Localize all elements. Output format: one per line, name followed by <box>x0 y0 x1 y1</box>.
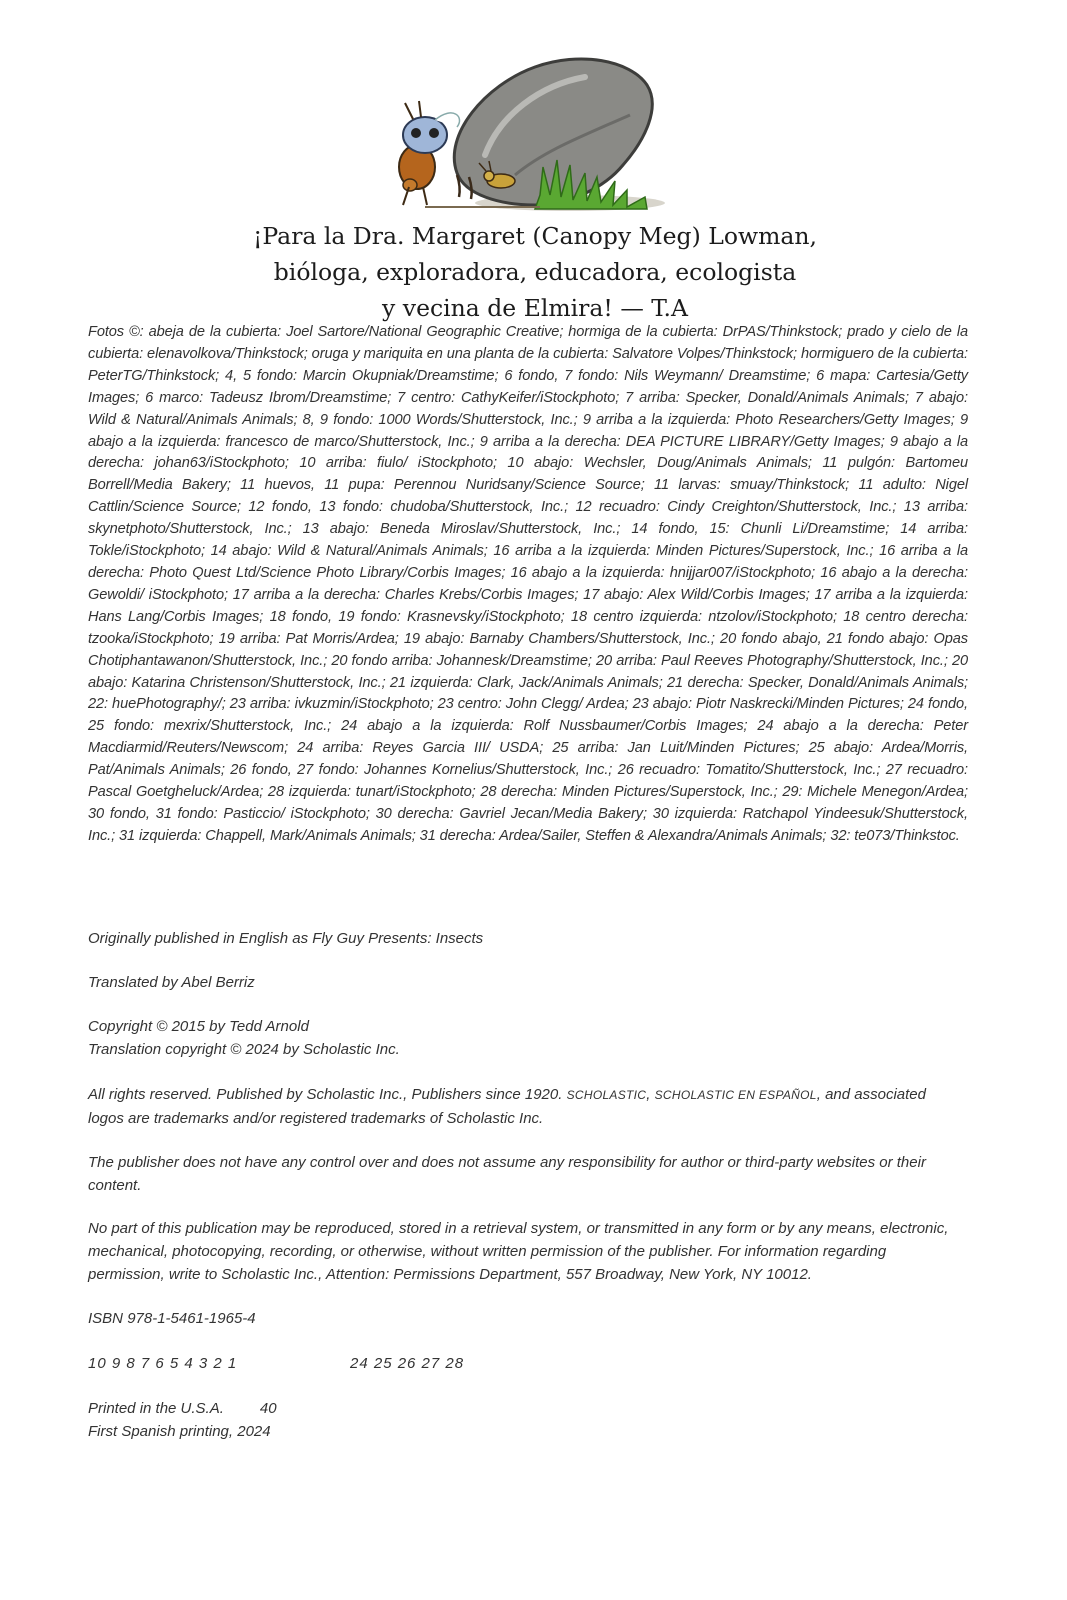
isbn-number: 978-1-5461-1965-4 <box>127 1310 256 1327</box>
print-line-years: 24 25 26 27 28 <box>350 1355 465 1372</box>
rights-text-2: , and associated logos are trademarks and/or registered trademarks of Scholastic Inc. <box>88 1086 926 1127</box>
brand-scholastic: SCHOLASTIC <box>566 1088 647 1102</box>
dedication-line-1: ¡Para la Dra. Margaret (Canopy Meg) Lowman, <box>252 222 817 250</box>
printing-info <box>88 1397 277 1443</box>
brand-separator: , <box>646 1086 655 1103</box>
rights-reserved <box>88 1083 958 1130</box>
photo-credits: Fotos ©: abeja de la cubierta: Joel Sartore/National Geographic Creative; hormiga de la cubierta: DrPAS/Thinkstock; prado y cielo de la cubierta: elenavolkova/Thinkstock; oruga y mariquita en una planta de la cubierta: Salvatore Volpes/Thinkstock; hormiguero de la cubierta: PeterTG/Thinkstock; 4, 5 fondo: Marcin Okupniak/Dreamstime; 6 fondo, 7 fondo: Nils Weymann/ Dreamstime; 6 mapa: Cartesia/Getty Images; 6 marco: Tadeusz Ibrom/Dreamstime; 7 centro: CathyKeifer/iStockphoto; 7 arriba: Specker, Donald/Animals Animals; 7 abajo: Wild & Natural/Animals Animals; 8, 9 fondo: 1000 Words/Shutterstock, Inc.; 9 arriba a la izquierda: Photo Researchers/Getty Images; 9 abajo a la izquierda: francesco de marco/Shutterstock, Inc.; 9 arriba a la derecha: DEA PICTURE LIBRARY/Getty Images; 9 abajo a la derecha: johan63/iStockphoto; 10 arriba: fiulo/ iStockphoto; 10 abajo: Wechsler, Doug/Animals Animals; 11 pulgón: Bartomeu Borrell/Media Bakery; 11 huevos, 11 pupa: Perennou Nuridsany/Science Source; 11 larvas: smuay/Thinkstock; 11 adulto: Nigel Cattlin/Science Source; 12 fondo, 13 fondo: chudoba/Shutterstock, Inc.; 12 recuadro: Cindy Creighton/Shutterstock, Inc.; 13 arriba: skynetphoto/Shutterstock, Inc.; 13 abajo: Beneda Miroslav/Shutterstock, Inc.; 14 fondo, 15: Chunli Li/Dreamstime; 14 arriba: Tokle/iStockphoto; 14 abajo: Wild & Natural/Animals Animals; 16 arriba a la izquierda: Minden Pictures/Superstock, Inc.; 16 arriba a la derecha: Photo Quest Ltd/Science Photo Library/Corbis Images; 16 abajo a la izquierda: hnijjar007/iStockphoto; 16 abajo a la derecha: Gewoldi/ iStockphoto; 17 arriba a la derecha: Charles Krebs/Corbis Images; 17 abajo: Alex Wild/Corbis Images; 17 arriba a la izquierda: Hans Lang/Corbis Images; 18 fondo, 19 fondo: Krasnevsky/iStockphoto; 18 centro izquierda: ntzolov/iStockphoto; 18 centro derecha: tzooka/iStockphoto; 19 arriba: Pat Morris/Ardea; 19 abajo: Barnaby Chambers/Shutterstock, Inc.; 20 fondo abajo, 21 fondo abajo: Opas Chotiphantawanon/Shutterstock, Inc.; 20 fondo arriba: Johannesk/Dreamstime; 20 arriba: Paul Reeves Photography/Shutterstock, Inc.; 20 abajo: Katarina Christenson/Shutterstock, Inc.; 21 izquierda: Clark, Jack/Animals Animals; 21 derecha: Specker, Donald/Animals Animals; 22: huePhotography/; 23 arriba: ivkuzmin/iStockphoto; 23 centro: John Clegg/ Ardea; 23 abajo: Piotr Naskrecki/Minden Pictures; 24 fondo, 25 fondo: mexrix/Shutterstock, Inc.; 24 abajo a la izquierda: Rolf Nussbaumer/Corbis Images; 24 abajo a la derecha: Peter Macdiarmid/Reuters/Newscom; 24 arriba: Reyes Garcia III/ USDA; 25 arriba: Jan Luit/Minden Pictures; 25 abajo: Ardea/Morris, Pat/Animals Animals; 26 fondo, 27 fondo: Johannes Kornelius/Shutterstock, Inc.; 26 recuadro: Tomatito/Shutterstock, Inc.; 27 recuadro: Pascal Goetgheluck/Ardea; 28 izquierda: tunart/iStockphoto; 28 derecha: Minden Pictures/Superstock, Inc.; 29: Michele Menegon/Ardea; 30 fondo, 31 fondo: Pasticcio/ iStockphoto; 30 derecha: Gavriel Jecan/Media Bakery; 30 izquierda: Ratchapol Yindeesuk/Shutterstock, Inc.; 31 izquierda: Chappell, Mark/Animals Animals; 31 derecha: Ardea/Sailer, Steffen & Alexandra/Animals Animals; 32: te073/Thinkstoc. <box>88 324 968 844</box>
original-publication-prefix: Originally published in English as <box>88 930 313 947</box>
translator-credit: Translated by Abel Berriz <box>88 974 255 991</box>
brand-scholastic-espanol: SCHOLASTIC EN ESPAÑOL <box>654 1088 817 1102</box>
dedication <box>150 218 920 326</box>
isbn-label: ISBN <box>88 1310 124 1327</box>
copyright-notice <box>88 1015 400 1061</box>
fly-guy-rock-illustration <box>365 55 665 215</box>
rights-text-1: All rights reserved. Published by Scholastic Inc., <box>88 1086 412 1103</box>
copyright-line-2: Translation copyright © 2024 by Scholastic Inc. <box>88 1041 400 1058</box>
first-printing: First Spanish printing, 2024 <box>88 1423 271 1440</box>
reproduction-notice: No part of this publication may be reproduced, stored in a retrieval system, or transmitted in any form or by any means, electronic, mechanical, photocopying, recording, or otherwise, without written permission of the publisher. For information regarding permission, write to Scholastic Inc., Attention: Permissions Department, 557 Broadway, New York, NY 10012. <box>88 1220 949 1283</box>
publisher-disclaimer: The publisher does not have any control over and does not assume any responsibility for author or third-party websites or their content. <box>88 1154 926 1194</box>
print-line <box>88 1352 688 1375</box>
print-line-numbers: 10 9 8 7 6 5 4 3 2 1 <box>88 1355 238 1372</box>
printed-place: Printed in the U.S.A. <box>88 1400 224 1417</box>
copyright-line-1: Copyright © 2015 by Tedd Arnold <box>88 1018 309 1035</box>
original-title: Fly Guy Presents: Insects <box>312 930 484 947</box>
original-publication <box>88 927 483 950</box>
publisher-since: Publishers since 1920. <box>411 1086 563 1103</box>
dedication-line-2: bióloga, exploradora, educadora, ecologista <box>273 258 797 286</box>
dedication-line-3: y vecina de Elmira! — T.A <box>382 294 688 322</box>
printing-code: 40 <box>259 1400 277 1417</box>
isbn <box>88 1307 256 1330</box>
